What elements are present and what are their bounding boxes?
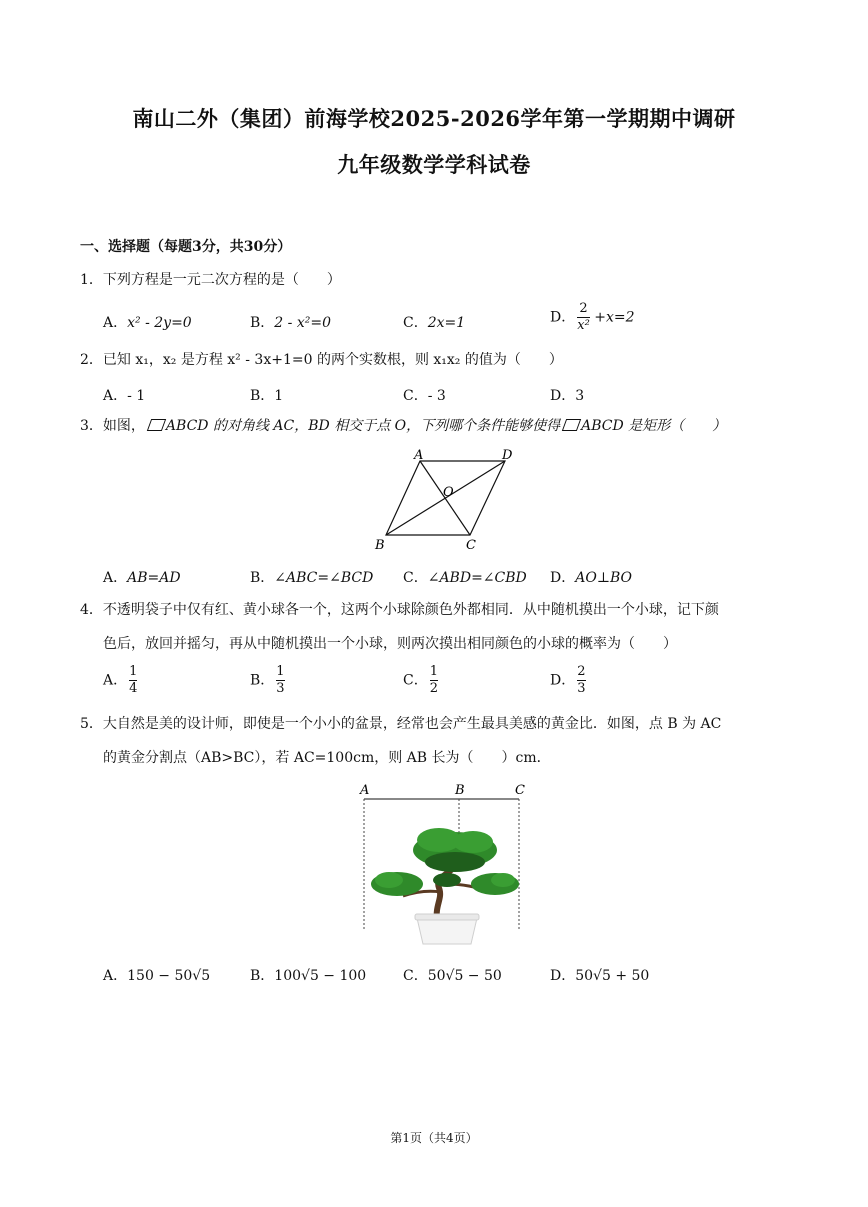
q4-option-b: B． $\frac{1}{3}$ (250, 664, 285, 696)
point-label-b: B (455, 783, 465, 798)
q5-option-d: D．50√5 + 50 (550, 968, 650, 984)
q5-option-a: A．150 − 50√5 (103, 968, 211, 984)
vertex-label-c: C (466, 538, 476, 553)
question-5-stem-line1: 5．大自然是美的设计师，即使是一个小小的盆景，经常也会产生最具美感的黄金比．如图，点 B 为 AC (80, 716, 722, 732)
question-1-stem: 1．下列方程是一元二次方程的是（ ） (80, 272, 341, 288)
q4-option-a: A． $\frac{1}{4}$ (103, 664, 138, 696)
q2-option-b: B．1 (250, 388, 284, 404)
point-label-a: A (360, 783, 370, 798)
question-4-stem-line1: 4．不透明袋子中仅有红、黄小球各一个，这两个小球除颜色外都相同．从中随机摸出一个小球，记下颜 (80, 602, 719, 618)
q2-option-a: A．- 1 (103, 388, 146, 404)
tree-foliage (371, 828, 519, 896)
bonsai-pot (417, 918, 477, 944)
parallelogram-symbol-icon (147, 419, 166, 431)
q1-option-b: B．2 - x²=0 (250, 315, 331, 331)
question-3-stem: 3．如图， ABCD 的对角线 AC，BD 相交于点 O，下列哪个条件能够使得 ABCD 是矩形（ ） (80, 418, 727, 434)
q3-option-a: A．AB=AD (103, 570, 181, 586)
parallelogram-figure (370, 448, 520, 554)
q5-option-c: C．50√5 − 50 (403, 968, 502, 984)
question-2-stem: 2．已知 x₁，x₂ 是方程 x² - 3x+1=0 的两个实数根，则 x₁x₂ 的值为（ ） (80, 352, 563, 368)
q4-option-d: D． $\frac{2}{3}$ (550, 664, 586, 696)
bonsai-golden-ratio-figure (355, 780, 530, 950)
page-number-footer: 第1页（共4页） (390, 1131, 478, 1145)
vertex-label-b: B (375, 538, 385, 553)
q3-option-b: B．∠ABC=∠BCD (250, 570, 374, 586)
vertex-label-d: D (502, 448, 513, 463)
q3-option-c: C．∠ABD=∠CBD (403, 570, 527, 586)
question-4-stem-line2: 色后，放回并摇匀，再从中随机摸出一个小球，则两次摸出相同颜色的小球的概率为（ ） (103, 636, 677, 652)
parallelogram-symbol-icon (562, 419, 581, 431)
section-heading-multiple-choice: 一、选择题（每题3分，共30分） (80, 239, 292, 255)
question-5-stem-line2: 的黄金分割点（AB>BC），若 AC=100cm，则 AB 长为（ ）cm． (103, 750, 551, 766)
q4-option-c: C． $\frac{1}{2}$ (403, 664, 438, 696)
point-label-c: C (515, 783, 525, 798)
vertex-label-o: O (443, 485, 454, 500)
q2-option-c: C．- 3 (403, 388, 446, 404)
q2-option-d: D．3 (550, 388, 585, 404)
vertex-label-a: A (414, 448, 424, 463)
q1-option-c: C．2x=1 (403, 315, 466, 331)
q3-option-d: D．AO⊥BO (550, 570, 633, 586)
bonsai-pot-rim (415, 914, 479, 920)
exam-title-line1: 南山二外（集团）前海学校2025-2026学年第一学期期中调研 (132, 106, 736, 131)
q1-option-a: A．x² - 2y=0 (103, 315, 192, 331)
q5-option-b: B．100√5 − 100 (250, 968, 367, 984)
exam-title-line2: 九年级数学学科试卷 (337, 152, 531, 177)
q1-option-d: D． $\frac{2}{\text{x²}}$ +x=2 (550, 301, 635, 333)
